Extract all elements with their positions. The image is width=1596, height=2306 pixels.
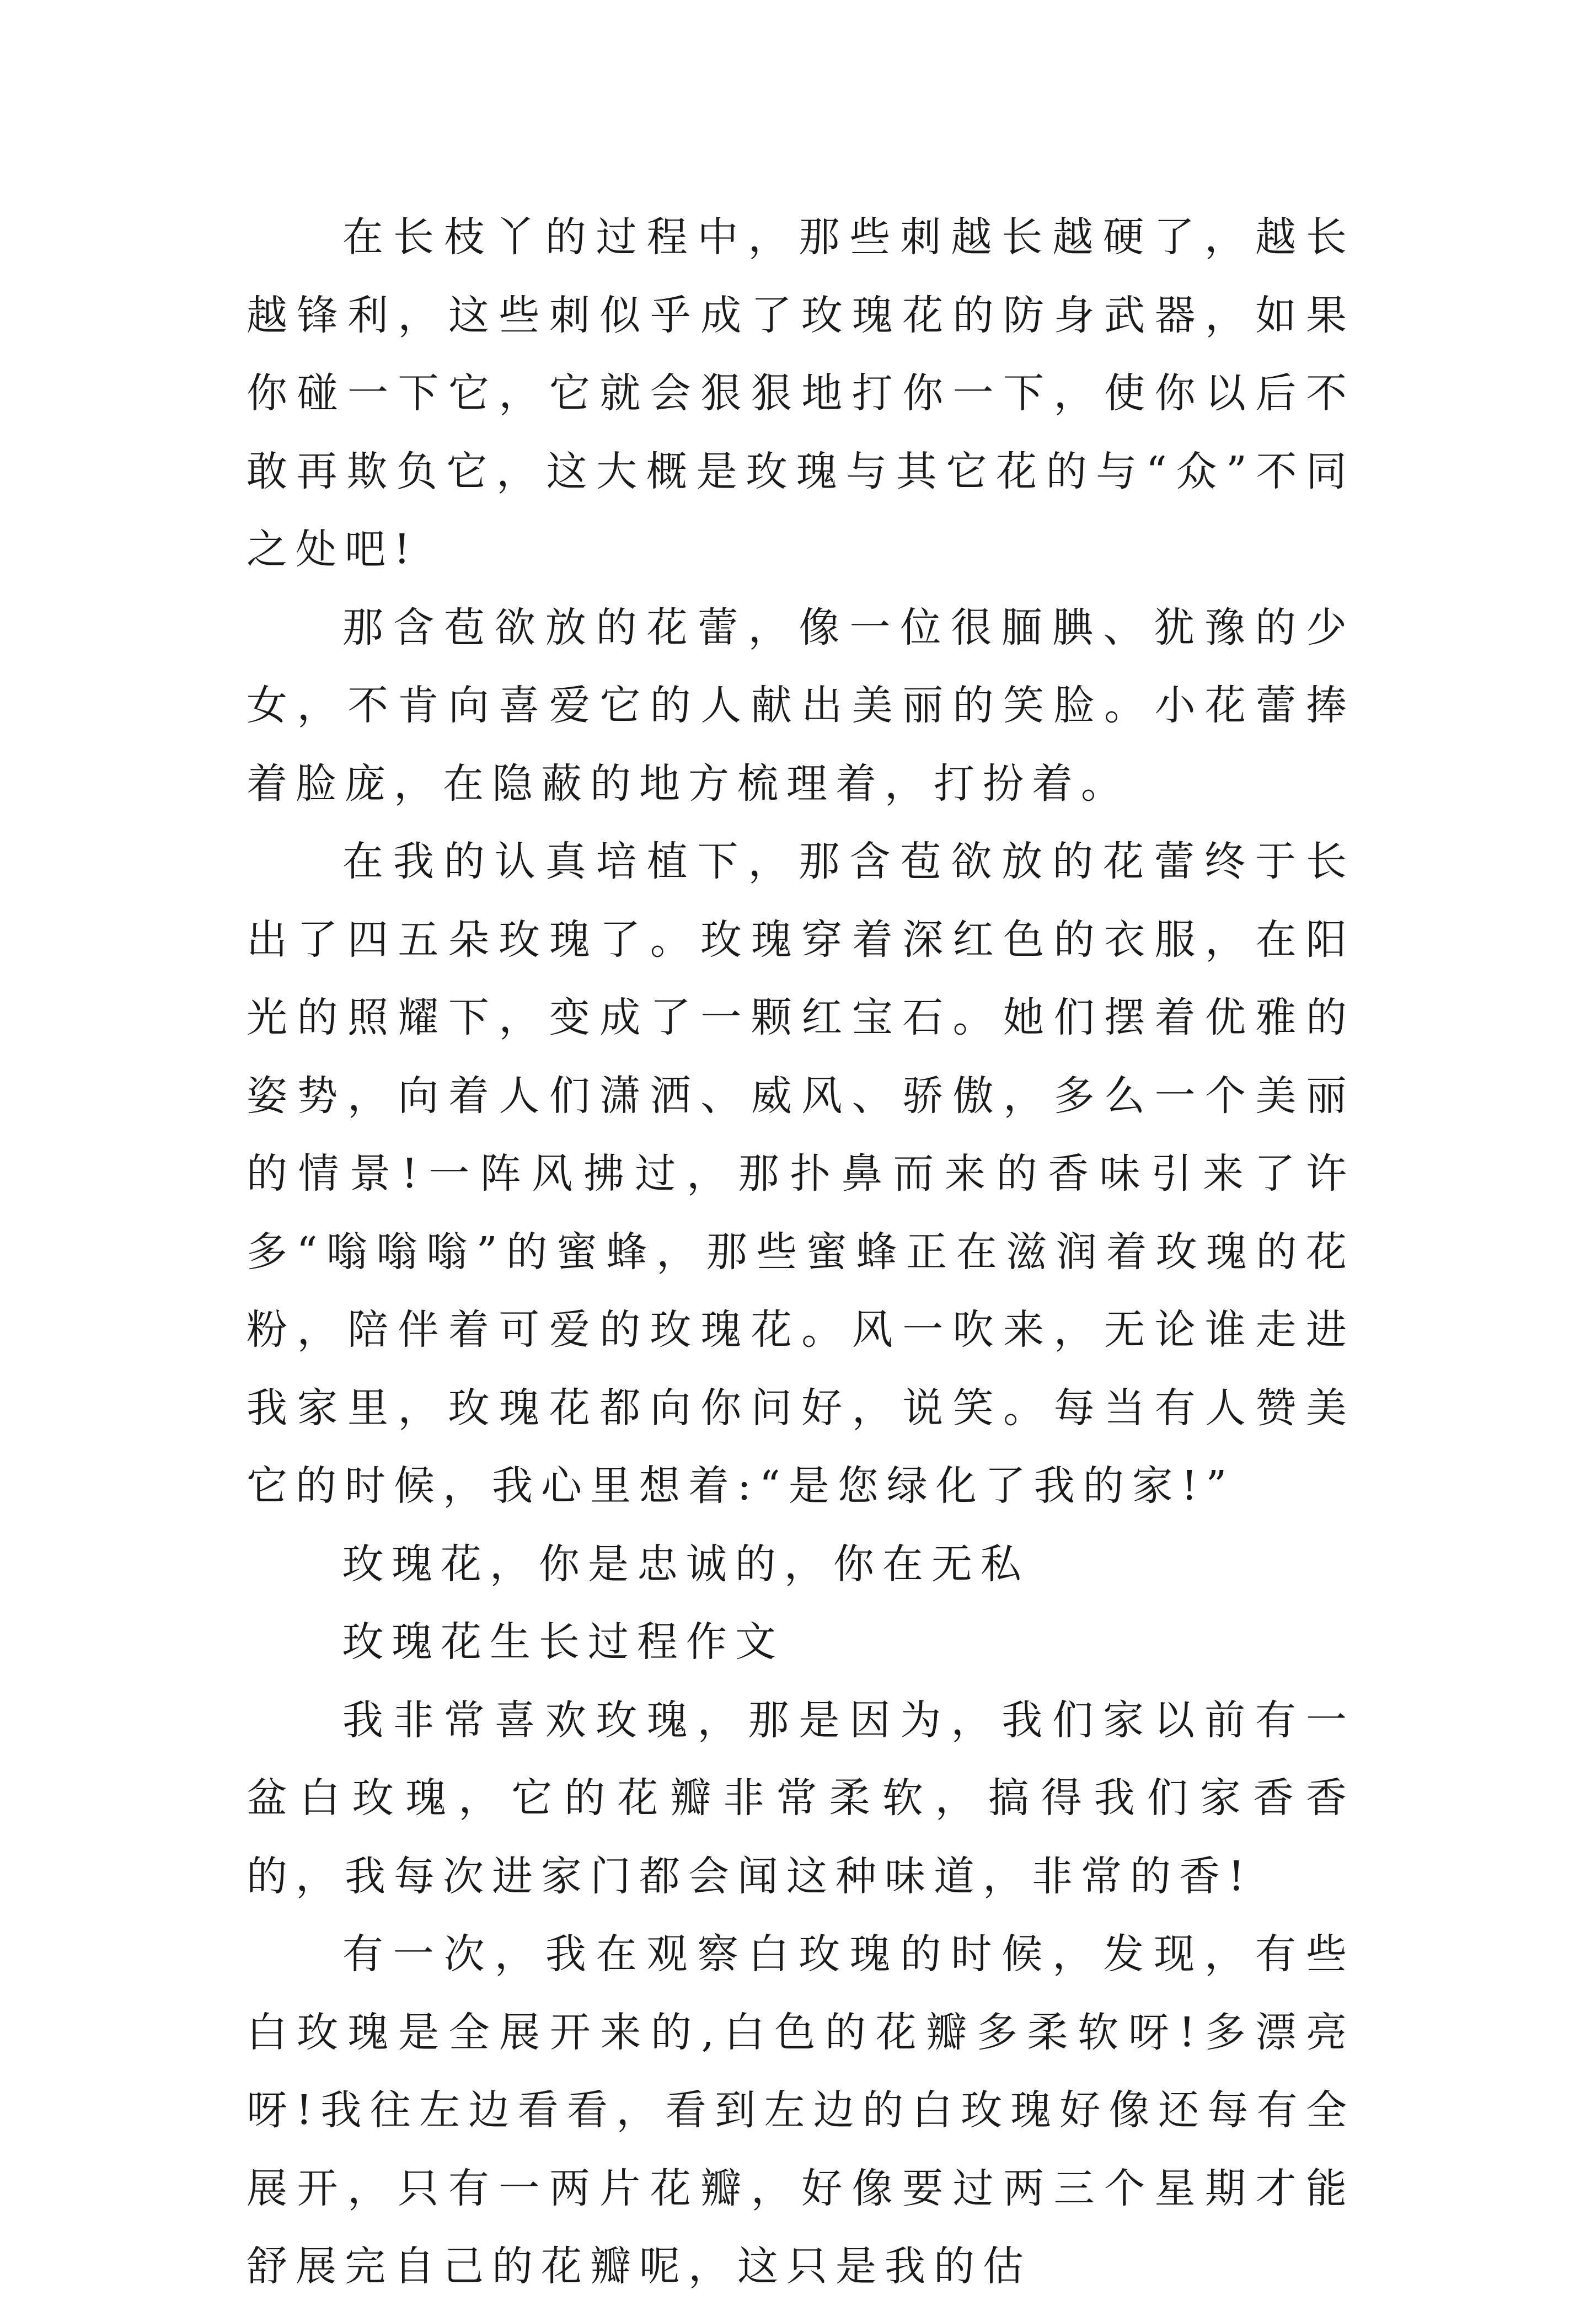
paragraph-3: 在我的认真培植下，那含苞欲放的花蕾终于长出了四五朵玫瑰了。玫瑰穿着深红色的衣服，在阳光的照耀下，变成了一颗红宝石。她们摆着优雅的姿势，向着人们潇洒、威风、骄傲，多么一个美丽的情景!一阵风拂过，那扑鼻而来的香味引来了许多“嗡嗡嗡”的蜜蜂，那些蜜蜂正在滋润着玫瑰的花粉，陪伴着可爱的玫瑰花。风一吹来，无论谁走进我家里，玫瑰花都向你问好，说笑。每当有人赞美它的时候，我心里想着:“是您绿化了我的家!” (247, 838, 1355, 1510)
paragraph-7: 有一次，我在观察白玫瑰的时候，发现，有些白玫瑰是全展开来的,白色的花瓣多柔软呀!多漂亮呀!我往左边看看，看到左边的白玫瑰好像还每有全展开，只有一两片花瓣，好像要过两三个星期才能舒展完自己的花瓣呢，这只是我的估 (247, 1930, 1355, 2290)
paragraph-6: 我非常喜欢玫瑰，那是因为，我们家以前有一盆白玫瑰，它的花瓣非常柔软，搞得我们家香香的，我每次进家门都会闻这种味道，非常的香! (247, 1696, 1355, 1900)
paragraph-2: 那含苞欲放的花蕾，像一位很腼腆、犹豫的少女，不肯向喜爱它的人献出美丽的笑脸。小花蕾捧着脸庞，在隐蔽的地方梳理着，打扮着。 (247, 603, 1355, 807)
essay-title: 玫瑰花生长过程作文 (342, 1618, 784, 1666)
paragraph-4: 玫瑰花，你是忠诚的，你在无私 (342, 1540, 1030, 1588)
paragraph-1: 在长枝丫的过程中，那些刺越长越硬了，越长越锋利，这些刺似乎成了玫瑰花的防身武器，如果你碰一下它，它就会狠狠地打你一下，使你以后不敢再欺负它，这大概是玫瑰与其它花的与“众”不同之处吧! (247, 213, 1355, 573)
document-body (247, 199, 1355, 2306)
